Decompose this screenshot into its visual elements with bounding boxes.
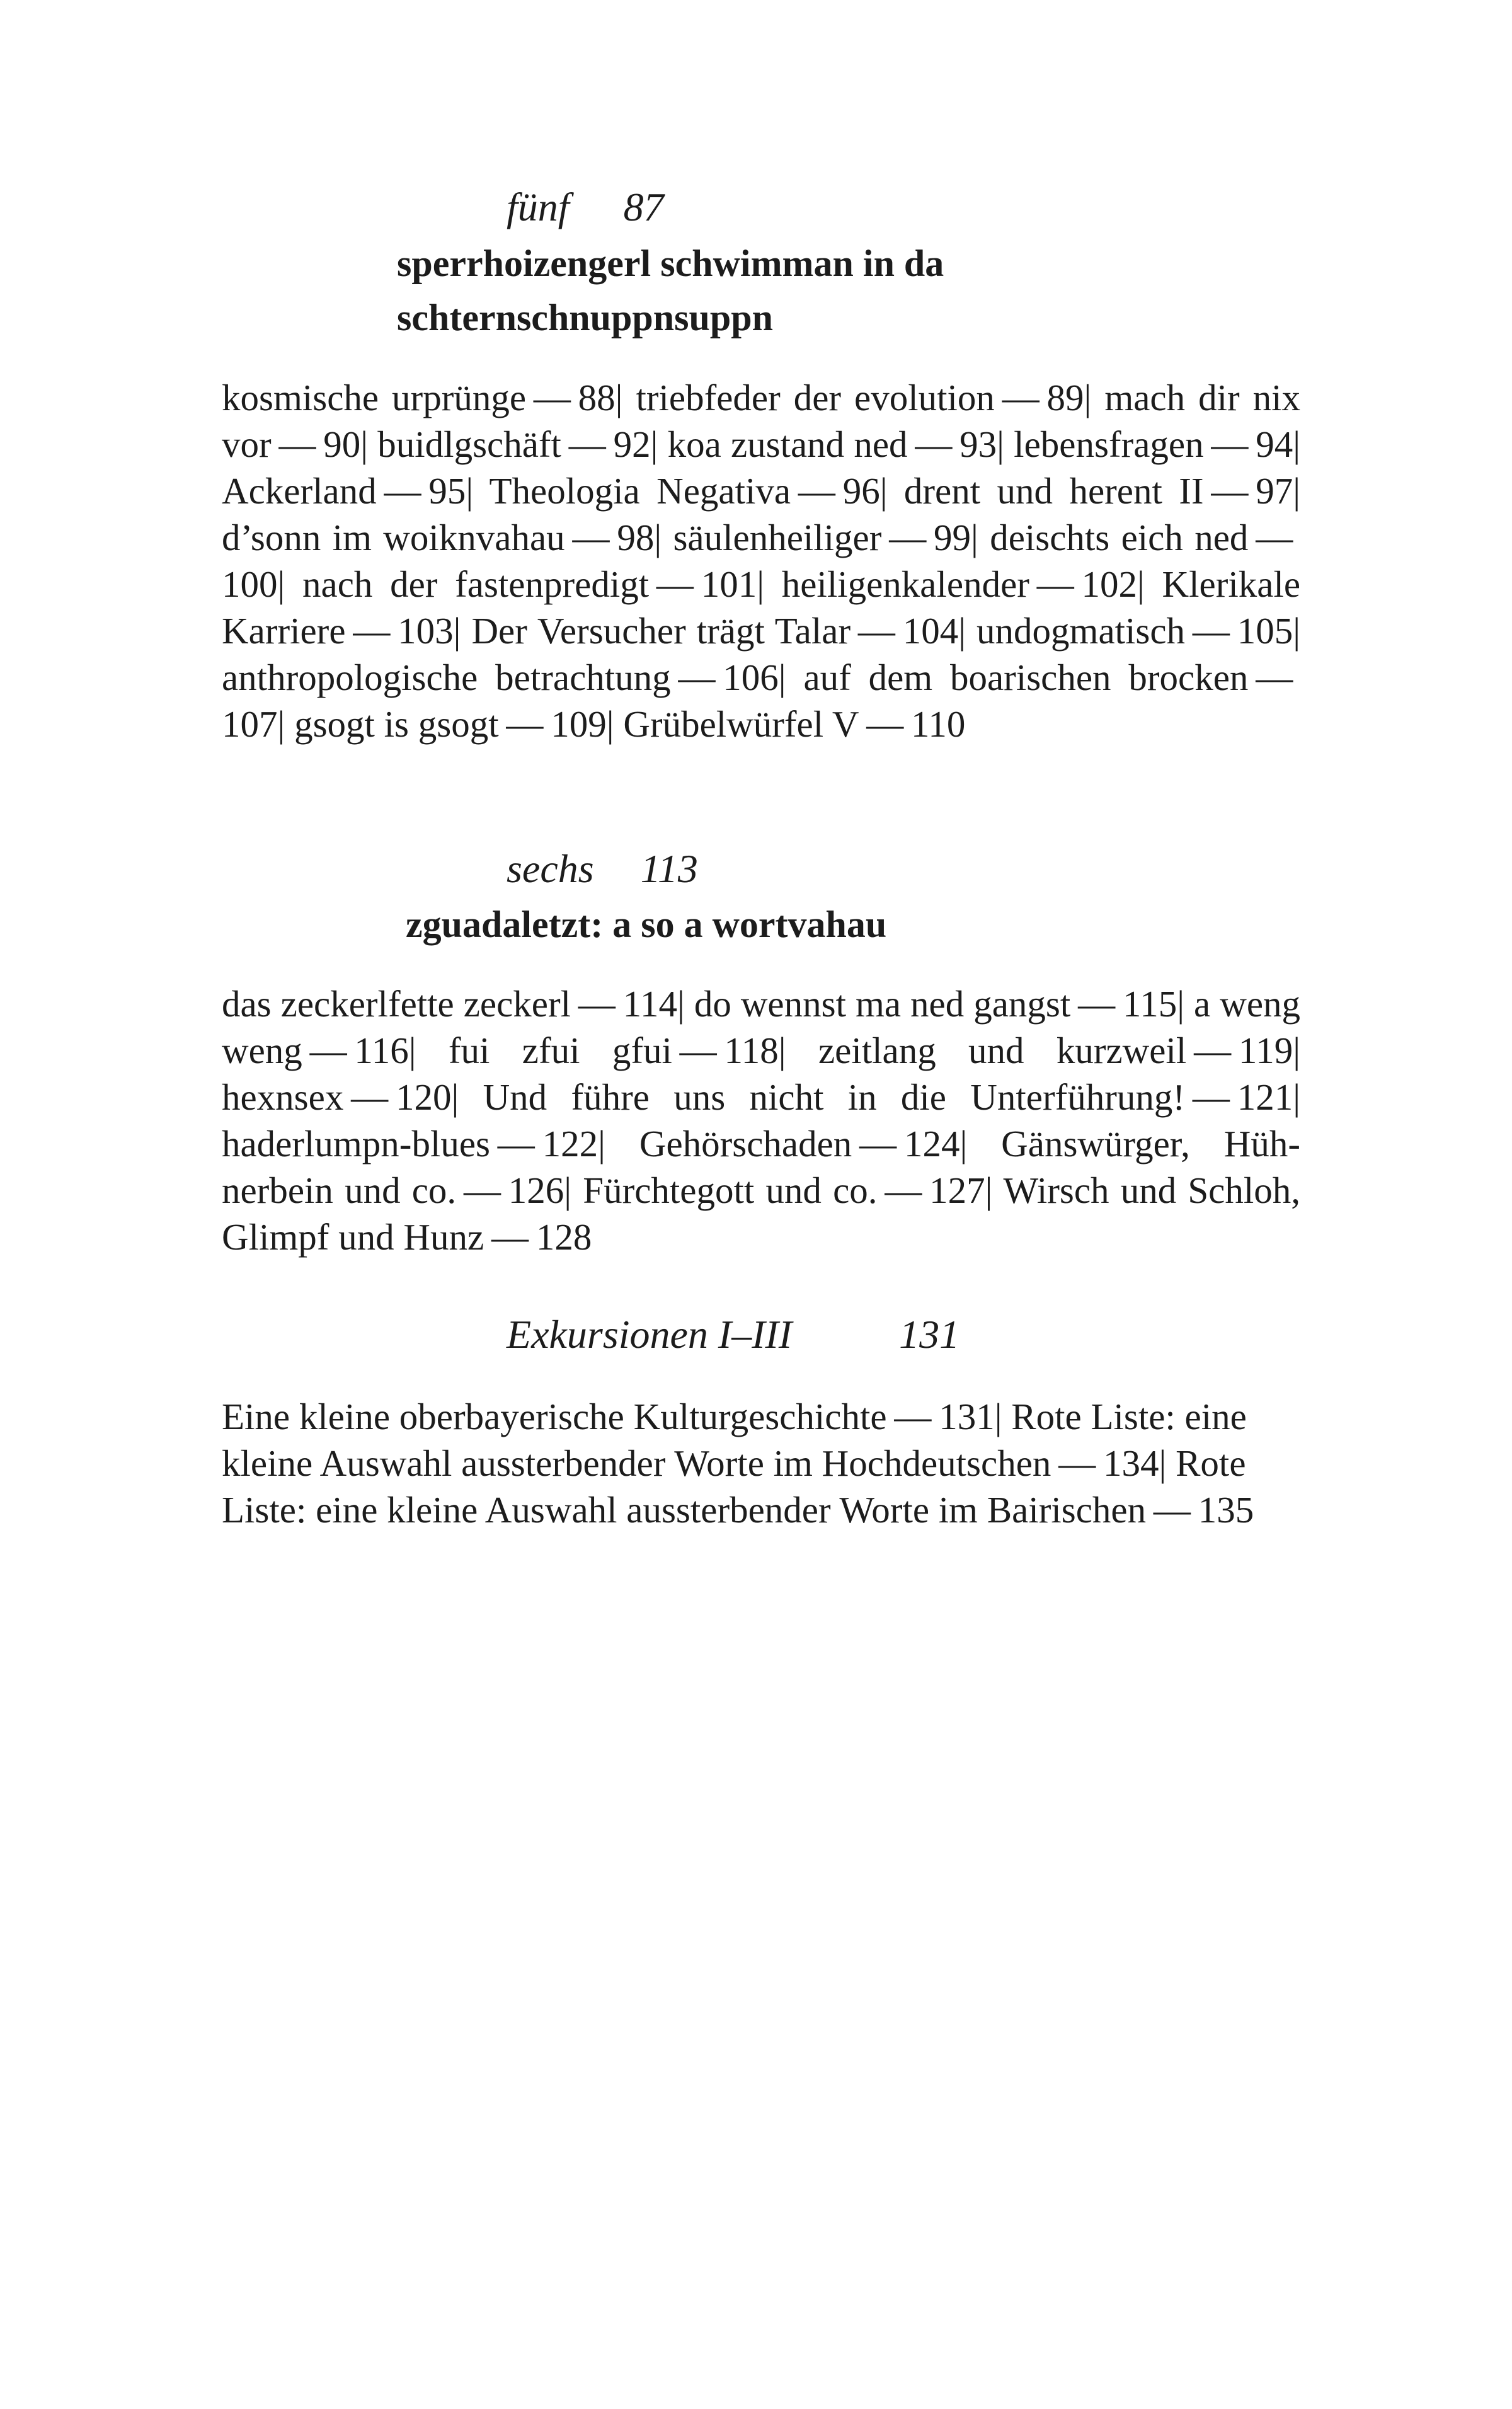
- toc-separator: |: [757, 563, 765, 605]
- toc-entry-title: do wennst ma ned gangst: [694, 983, 1071, 1025]
- toc-separator: |: [453, 610, 461, 652]
- toc-entry-dash: —: [886, 1396, 939, 1437]
- toc-entry: [471, 610, 958, 652]
- toc-separator: |: [879, 470, 888, 512]
- toc-entry-page: 102: [1081, 563, 1138, 605]
- toc-entry-page: 104: [902, 610, 959, 652]
- section-number-line: [507, 846, 698, 891]
- toc-entry-page: 115: [1122, 983, 1177, 1025]
- toc-separator: |: [360, 423, 369, 465]
- toc-entry-title: Grübelwürfel V: [623, 703, 859, 745]
- toc-entry-title: Eine kleine oberbayerische Kulturgeschichte: [222, 1396, 887, 1437]
- toc-entry-dash: —: [850, 610, 903, 652]
- toc-entry-dash: —: [907, 423, 960, 465]
- toc-separator: |: [1159, 1442, 1167, 1484]
- section-page-number: 87: [623, 185, 664, 229]
- toc-entry-dash: —: [1070, 983, 1123, 1025]
- entry-list-exkursionen: [222, 1393, 1300, 1533]
- toc-separator: |: [466, 470, 474, 512]
- toc-entry-page: 105: [1237, 610, 1293, 652]
- toc-entry-page: 94: [1256, 423, 1293, 465]
- toc-entry-title: buidlgschäft: [377, 423, 561, 465]
- toc-entry-dash: —: [1185, 610, 1237, 652]
- toc-separator: |: [564, 1170, 572, 1211]
- toc-entry-dash: —: [649, 563, 701, 605]
- toc-entry-dash: —: [672, 1030, 724, 1071]
- section-title-line-1: sperrhoizengerl schwimman in da: [397, 243, 944, 284]
- toc-entry-page: 98: [617, 517, 655, 558]
- toc-entry-title: auf dem boarischen brocken: [803, 657, 1249, 698]
- toc-entry-dash: —: [456, 1170, 508, 1211]
- toc-entry-dash: —: [498, 703, 551, 745]
- toc-entry-dash: —: [994, 377, 1047, 418]
- toc-separator: |: [971, 517, 978, 558]
- toc-entry-page: 119: [1238, 1030, 1293, 1071]
- toc-separator: |: [408, 1030, 416, 1071]
- toc-separator: |: [1293, 470, 1300, 512]
- toc-entry: [583, 1170, 985, 1211]
- toc-entry: [222, 470, 466, 512]
- toc-entry-dash: —: [670, 657, 723, 698]
- toc-entry-dash: —: [1203, 470, 1256, 512]
- toc-entry: [636, 377, 1084, 418]
- section-number-line: [507, 1314, 959, 1355]
- toc-entry-page: 127: [929, 1170, 985, 1211]
- toc-entry-page: 90: [323, 423, 361, 465]
- toc-entry-title: Wirsch und Schloh, Glimpf und Hunz: [222, 1170, 1301, 1258]
- toc-entry-title: haderlumpn-blues: [222, 1123, 490, 1164]
- toc-entry-dash: —: [376, 470, 429, 512]
- toc-entry-dash: —: [564, 517, 617, 558]
- toc-entry-page: 96: [842, 470, 880, 512]
- toc-entry: [623, 703, 965, 745]
- toc-entry: [449, 1030, 779, 1071]
- toc-entry-dash: —: [1248, 657, 1301, 698]
- toc-entry-title: triebfeder der evolution: [636, 377, 995, 418]
- toc-entry: [222, 377, 616, 418]
- toc-separator: |: [997, 423, 1004, 465]
- section-label: fünf: [507, 185, 570, 229]
- toc-entry: [483, 1076, 1293, 1118]
- toc-entry-title: Der Versucher trägt Talar: [471, 610, 851, 652]
- section-title-line-1: zguadaletzt: a so a wortvahau: [406, 904, 887, 945]
- toc-separator: |: [1293, 423, 1301, 465]
- toc-entry: [782, 563, 1137, 605]
- toc-entry-page: 103: [398, 610, 454, 652]
- toc-entry-page: 92: [613, 423, 651, 465]
- toc-separator: |: [615, 377, 623, 418]
- toc-entry: [222, 657, 779, 698]
- toc-entry-dash: —: [1051, 1442, 1104, 1484]
- toc-entry-page: 120: [395, 1076, 452, 1118]
- toc-entry-page: 106: [723, 657, 779, 698]
- toc-entry-dash: —: [526, 377, 578, 418]
- toc-entry: [294, 703, 607, 745]
- toc-entry-page: 124: [903, 1123, 960, 1164]
- toc-entry-page: 107: [222, 703, 278, 745]
- toc-entry-page: 99: [934, 517, 971, 558]
- toc-entry: [1014, 423, 1293, 465]
- toc-entry-page: 122: [542, 1123, 598, 1164]
- toc-entry-title: säulenheiliger: [673, 517, 882, 558]
- toc-entry-dash: —: [561, 423, 614, 465]
- toc-entry-page: 88: [578, 377, 616, 418]
- section-label: sechs: [507, 846, 594, 891]
- section-page-number: 113: [640, 846, 698, 891]
- toc-entry-title: anthropologische betrachtung: [222, 657, 671, 698]
- toc-entry: [694, 983, 1177, 1025]
- section-title-line-2: schternschnuppnsuppn: [397, 297, 773, 338]
- toc-entry-page: 93: [959, 423, 997, 465]
- toc-separator: |: [1177, 983, 1185, 1025]
- toc-entry-dash: —: [343, 1076, 396, 1118]
- toc-separator: |: [1084, 377, 1092, 418]
- toc-entry-dash: —: [1186, 1030, 1239, 1071]
- toc-entry-title: a weng weng: [222, 983, 1301, 1071]
- section-page-number: 131: [899, 1312, 960, 1357]
- toc-separator: |: [677, 983, 685, 1025]
- toc-entry-title: koa zustand ned: [667, 423, 908, 465]
- toc-entry-page: 116: [354, 1030, 409, 1071]
- toc-separator: |: [451, 1076, 459, 1118]
- toc-entry-dash: —: [1203, 423, 1256, 465]
- toc-entry-page: 131: [939, 1396, 995, 1437]
- toc-entry: [222, 983, 677, 1025]
- toc-entry: [222, 1396, 995, 1437]
- toc-entry-dash: —: [345, 610, 398, 652]
- toc-entry-dash: —: [271, 423, 324, 465]
- toc-separator: |: [778, 657, 786, 698]
- toc-entry-title: heiligenkalender: [781, 563, 1029, 605]
- entry-list-fuenf: [222, 374, 1300, 747]
- toc-entry-page: 97: [1256, 470, 1293, 512]
- toc-entry-page: 118: [724, 1030, 779, 1071]
- toc-entry-title: Und führe uns nicht in die Unterführung!: [483, 1076, 1186, 1118]
- toc-entry-page: 121: [1237, 1076, 1293, 1118]
- toc-separator: |: [277, 563, 285, 605]
- toc-entry-page: 89: [1046, 377, 1084, 418]
- toc-entry-title: Ackerland: [222, 470, 377, 512]
- toc-separator: |: [958, 610, 966, 652]
- toc-entry-dash: —: [859, 703, 912, 745]
- toc-entry-page: 101: [701, 563, 757, 605]
- toc-entry-title: undogmatisch: [976, 610, 1186, 652]
- toc-entry-dash: —: [571, 983, 623, 1025]
- toc-entry-title: Rote Liste: eine kleine Auswahl aussterbender Worte im Hochdeutschen: [222, 1396, 1247, 1484]
- toc-separator: |: [1137, 563, 1145, 605]
- toc-entry-dash: —: [852, 1123, 904, 1164]
- toc-entry-title: Fürchtegott und co.: [583, 1170, 878, 1211]
- toc-separator: |: [598, 1123, 605, 1164]
- toc-entry-page: 95: [428, 470, 466, 512]
- toc-separator: |: [606, 703, 614, 745]
- toc-entry-title: gsogt is gsogt: [294, 703, 499, 745]
- toc-separator: |: [1293, 1076, 1300, 1118]
- toc-entry-dash: —: [877, 1170, 930, 1211]
- toc-entry-title: Rote Liste: eine kleine Auswahl aussterbender Worte im Bairischen: [222, 1442, 1246, 1531]
- toc-entry-dash: —: [881, 517, 934, 558]
- toc-entry-title: das zeckerlfette zeckerl: [222, 983, 571, 1025]
- toc-entry: [222, 1123, 598, 1164]
- entry-list-sechs: [222, 980, 1300, 1260]
- section-number-line: [507, 187, 664, 227]
- toc-separator: |: [1293, 610, 1300, 652]
- toc-entry-dash: —: [302, 1030, 355, 1071]
- toc-entry-page: 100: [222, 563, 278, 605]
- toc-entry: [639, 1123, 960, 1164]
- toc-entry-page: 114: [622, 983, 677, 1025]
- toc-entry-title: mach dir nix vor: [222, 377, 1301, 465]
- toc-entry: [904, 470, 1293, 512]
- toc-entry-page: 128: [536, 1216, 592, 1258]
- toc-entry: [818, 1030, 1293, 1071]
- toc-entry-page: 135: [1198, 1489, 1254, 1531]
- toc-entry-title: Gänswürger, Hühnerbein und co.: [222, 1123, 1300, 1211]
- toc-entry-title: nach der fastenpredigt: [302, 563, 650, 605]
- toc-entry-title: d’sonn im woiknvahau: [222, 517, 565, 558]
- toc-entry-page: 134: [1103, 1442, 1159, 1484]
- toc-entry-title: zeitlang und kurzweil: [818, 1030, 1187, 1071]
- toc-entry: [976, 610, 1293, 652]
- toc-entry: [668, 423, 997, 465]
- toc-entry-title: lebensfragen: [1014, 423, 1204, 465]
- toc-entry-dash: —: [490, 1123, 542, 1164]
- toc-entry-dash: —: [791, 470, 843, 512]
- section-label: Exkursionen I–III: [507, 1312, 793, 1357]
- toc-entry: [302, 563, 757, 605]
- toc-entry-title: Klerikale Karriere: [222, 563, 1301, 652]
- toc-entry-title: Theologia Negativa: [489, 470, 791, 512]
- toc-entry: [673, 517, 971, 558]
- toc-entry-title: drent und herent II: [903, 470, 1204, 512]
- toc-entry-page: 126: [508, 1170, 564, 1211]
- toc-separator: |: [959, 1123, 968, 1164]
- toc-entry-title: Gehörschaden: [639, 1123, 852, 1164]
- toc-entry: [377, 423, 650, 465]
- toc-separator: |: [1293, 1030, 1301, 1071]
- toc-separator: |: [994, 1396, 1002, 1437]
- toc-entry: [490, 470, 880, 512]
- toc-entry: [222, 1076, 451, 1118]
- toc-entry-title: kosmische urprünge: [222, 377, 527, 418]
- toc-separator: |: [277, 703, 285, 745]
- toc-separator: |: [778, 1030, 786, 1071]
- toc-separator: |: [650, 423, 658, 465]
- toc-entry-dash: —: [1185, 1076, 1237, 1118]
- toc-entry-page: 109: [551, 703, 607, 745]
- toc-entry-title: fui zfui gfui: [448, 1030, 672, 1071]
- toc-entry-title: hexnsex: [222, 1076, 344, 1118]
- toc-entry-title: deischts eich ned: [990, 517, 1249, 558]
- toc-separator: |: [654, 517, 662, 558]
- toc-entry-dash: —: [1248, 517, 1301, 558]
- toc-separator: |: [985, 1170, 993, 1211]
- toc-entry-dash: —: [1029, 563, 1082, 605]
- toc-entry-dash: —: [1146, 1489, 1198, 1531]
- toc-entry: [222, 517, 654, 558]
- toc-entry-dash: —: [484, 1216, 536, 1258]
- toc-entry-page: 110: [911, 703, 966, 745]
